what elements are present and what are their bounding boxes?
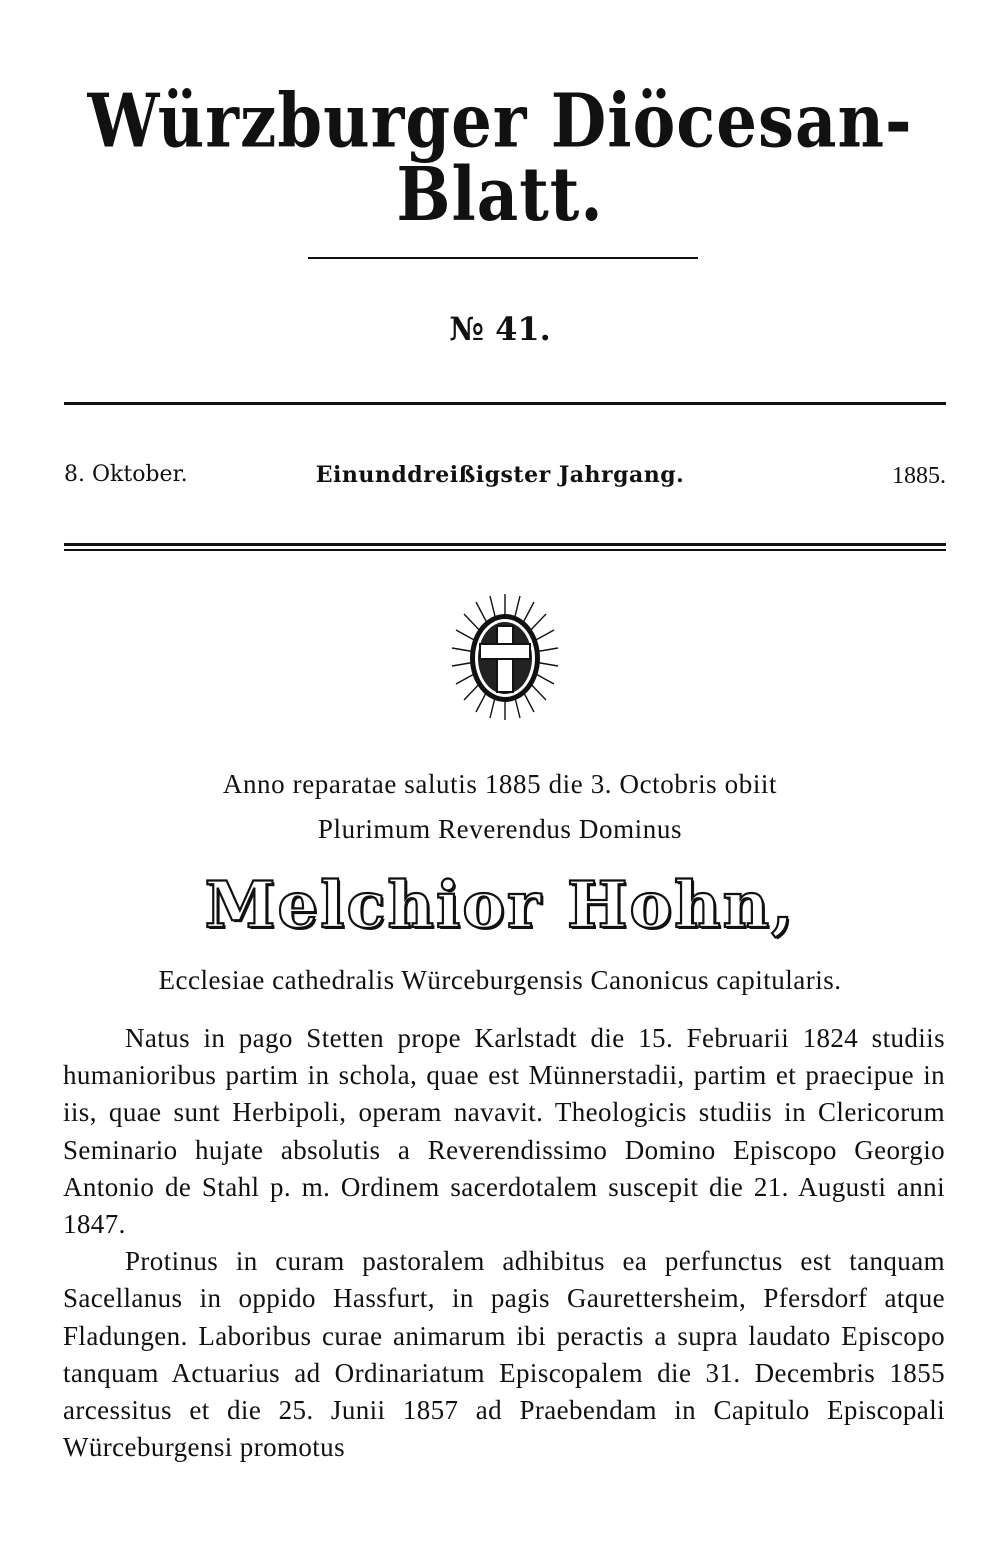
notice-line-1: Anno reparatae salutis 1885 die 3. Octobris obiit: [222, 769, 778, 799]
radiant-cross-icon: [450, 592, 560, 722]
notice-line-2: Plurimum Reverendus Dominus: [317, 814, 683, 844]
divider-double-top: [64, 543, 946, 546]
issue-number: № 41.: [449, 310, 551, 348]
issue-year: 1885.: [892, 463, 946, 489]
obituary-body: [63, 1020, 945, 1466]
issue-date: 8. Oktober.: [64, 462, 188, 487]
obituary-paragraph-1: Natus in pago Stetten prope Karlstadt die 15. Februarii 1824 studiis humanioribus partim in schola, quae est Münnerstadii, partim et praecipue in iis, quae sunt Herbipoli, operam navavit. Theologicis studiis in Clericorum Seminario hujate absolutis a Reverendissimo Domino Episcopo Georgio Antonio de Stahl p. m. Ordinem sacerdotalem suscepit die 21. Augusti anni 1847.: [63, 1023, 945, 1240]
notice-line-3: Ecclesiae cathedralis Würceburgensis Canonicus capitularis.: [158, 965, 842, 995]
divider-long: [64, 402, 946, 405]
divider-short: [308, 257, 698, 259]
divider-double-bottom: [64, 549, 946, 551]
masthead-title: Würzburger Diöcesan-Blatt.: [87, 78, 913, 239]
obituary-paragraph-2: Protinus in curam pastoralem adhibitus ea perfunctus est tanquam Sacellanus in oppido Hassfurt, in pagis Gaurettersheim, Pfersdorf atque Fladungen. Laboribus curae animarum ibi peractis a supra laudato Episcopo tanquam Actuarius ad Ordinariatum Episcopalem die 31. Decembris 1855 arcessitus et die 25. Junii 1857 ad Praebendam in Capitulo Episcopali Würceburgensi promotus: [63, 1246, 945, 1463]
deceased-name: Melchior Hohn,: [204, 868, 796, 943]
volume-label: Einunddreißigster Jahrgang.: [315, 462, 685, 488]
